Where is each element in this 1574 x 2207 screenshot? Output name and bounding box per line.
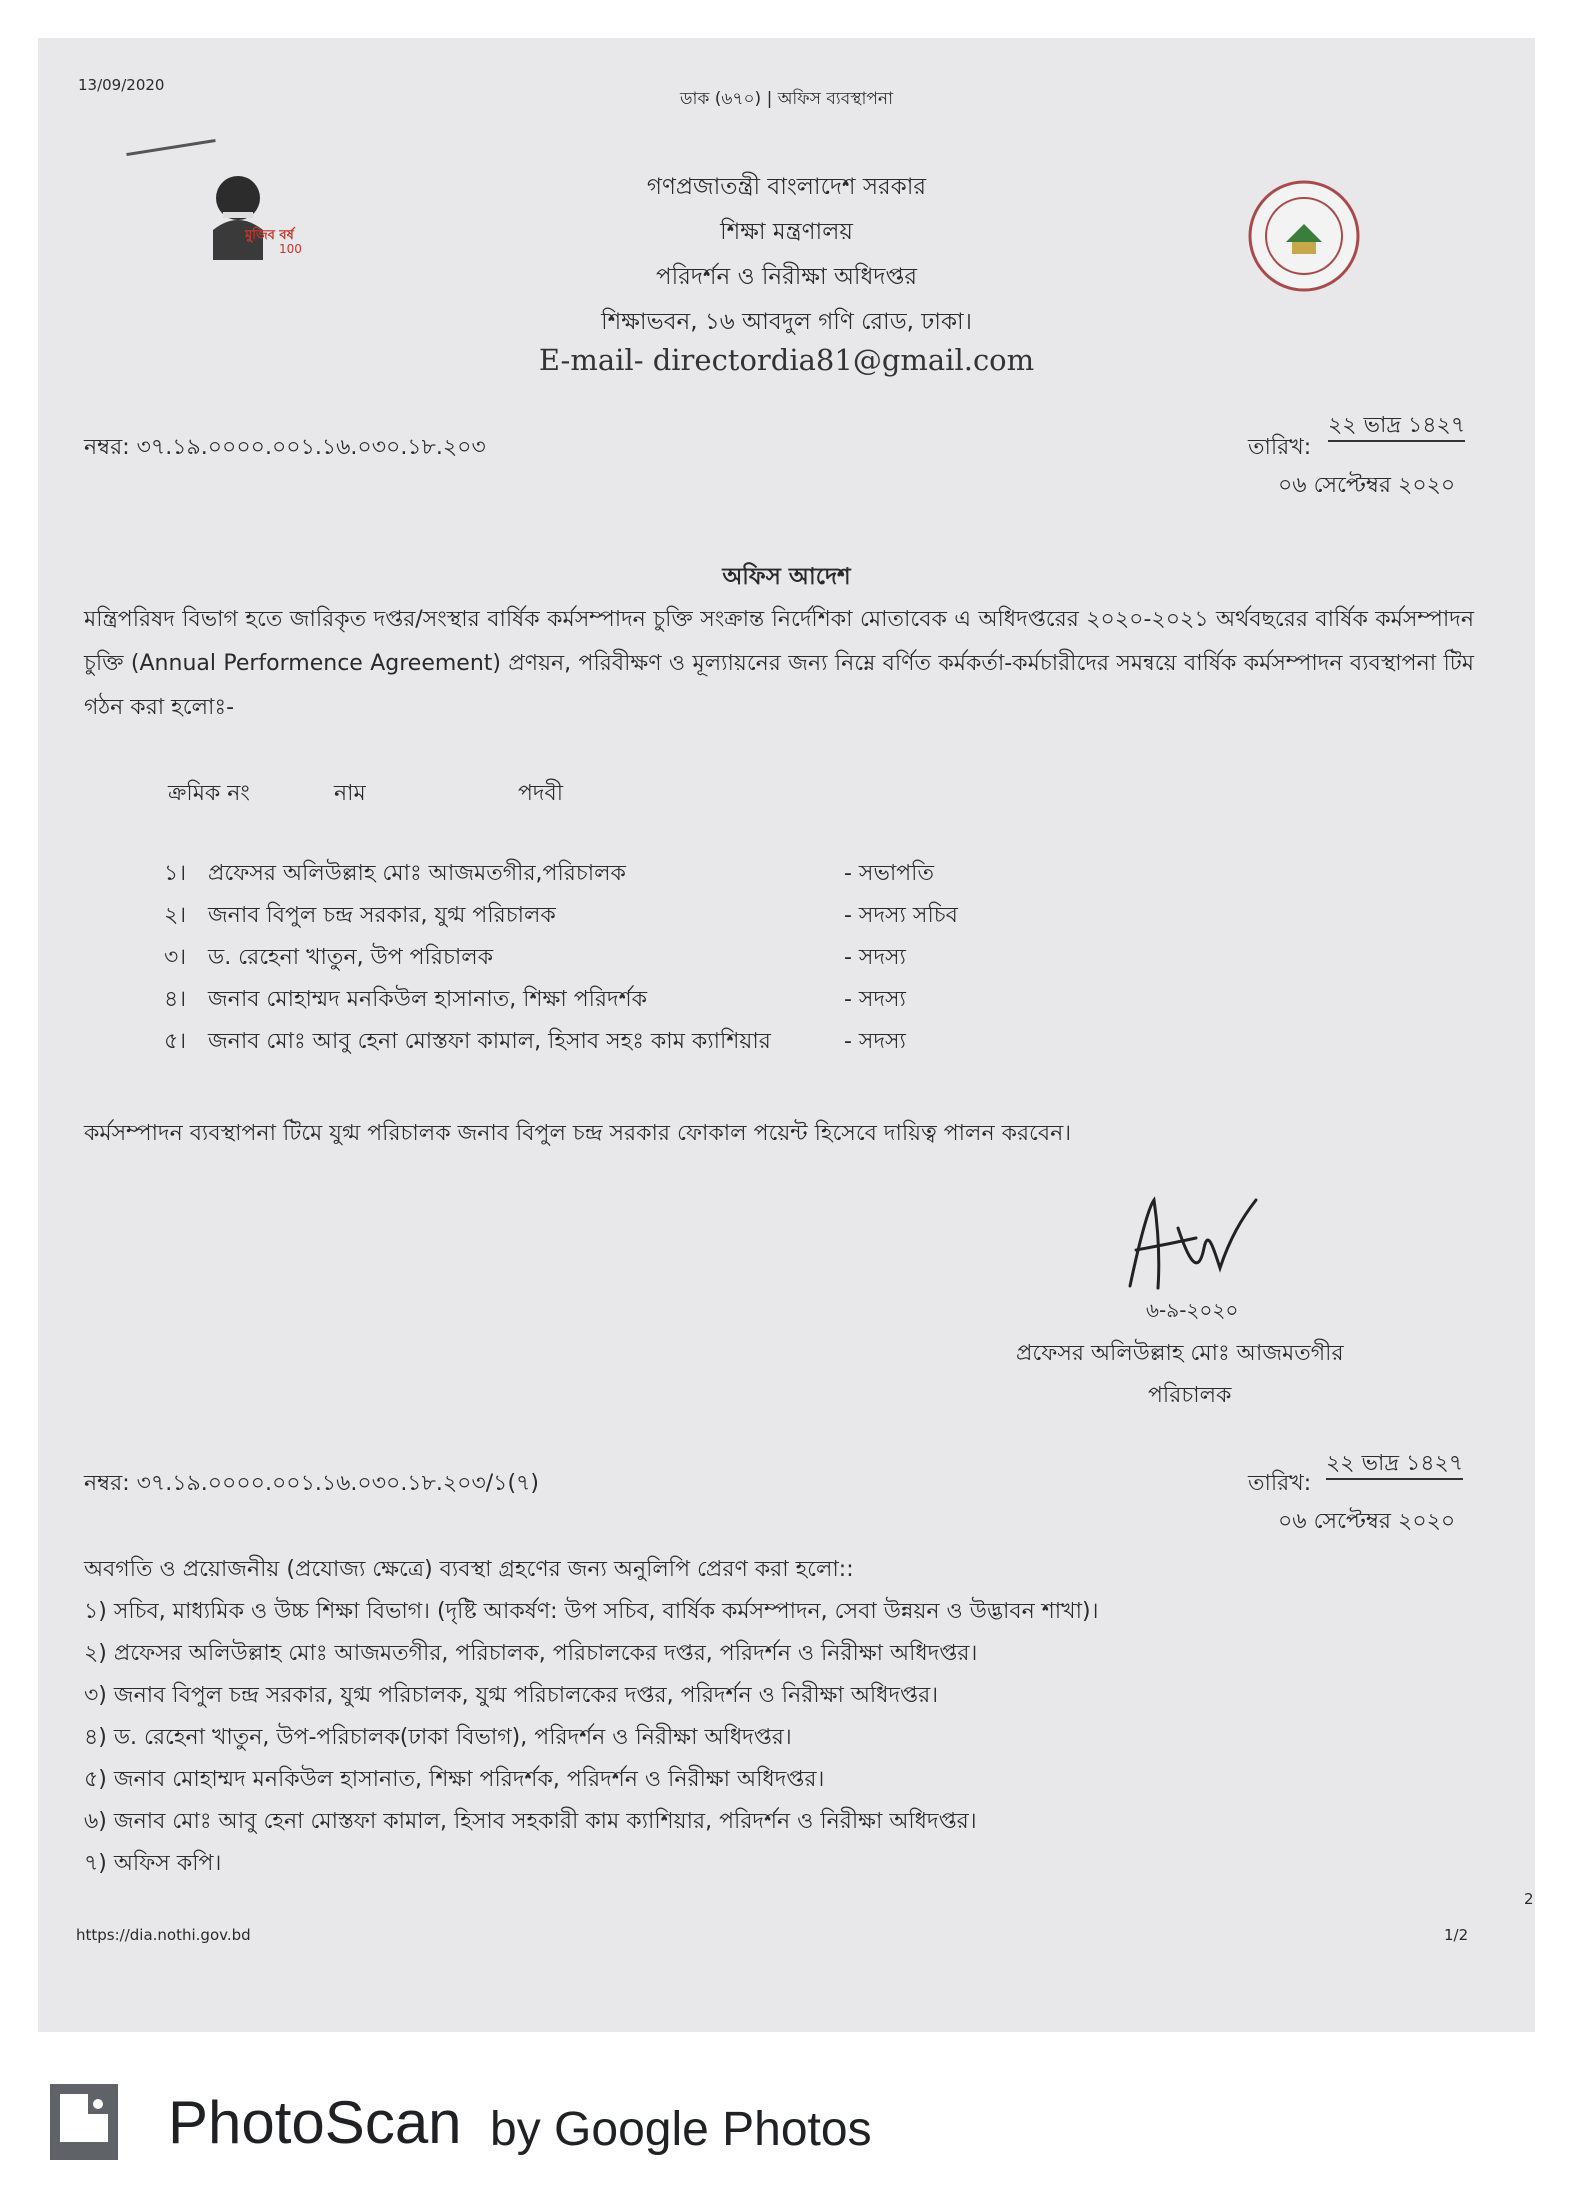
order-paragraph: মন্ত্রিপরিষদ বিভাগ হতে জারিকৃত দপ্তর/সংস্থার বার্ষিক কর্মসম্পাদন চুক্তি সংক্রান্ত নির্দেশিকা মোতাবেক এ অধিদপ্তরের ২০২০-২০২১ অর্থবছরের বার্ষিক কর্মসম্পাদন চুক্তি (Annual Performence Agreement) প্রণয়ন, পরিবীক্ষণ ও মূল্যায়নের জন্য নিম্নে বর্ণিত কর্মকর্তা-কর্মচারীদের সমন্বয়ে বার্ষিক কর্মসম্পাদন ব্যবস্থাপনা টিম গঠন করা হলোঃ- <box>84 607 1474 720</box>
copies-intro: অবগতি ও প্রয়োজনীয় (প্রযোজ্য ক্ষেত্রে) ব্যবস্থা গ্রহণের জন্য অনুলিপি প্রেরণ করা হলো:: <box>84 1557 854 1582</box>
copy-recipient: ৭) অফিস কপি। <box>84 1851 222 1876</box>
member-name: ড. রেহেনা খাতুন, উপ পরিচালক <box>208 945 493 970</box>
date-label-copy: তারিখ: <box>1248 1471 1312 1496</box>
header-line-2: শিক্ষা মন্ত্রণালয় <box>720 219 853 245</box>
ref-number: নম্বর: ৩৭.১৯.০০০০.০০১.১৬.০৩০.১৮.২০৩ <box>84 435 486 460</box>
pen-mark <box>126 139 215 156</box>
member-name: প্রফেসর অলিউল্লাহ মোঃ আজমতগীর,পরিচালক <box>208 861 626 886</box>
header-email: E-mail- directordia81@gmail.com <box>538 343 1035 377</box>
column-serial: ক্রমিক নং <box>168 781 250 806</box>
member-role: - সদস্য <box>844 987 906 1012</box>
signatory-name: প্রফেসর অলিউল্লাহ মোঃ আজমতগীর <box>1016 1341 1344 1366</box>
copy-recipient: ২) প্রফেসর অলিউল্লাহ মোঃ আজমতগীর, পরিচালক, পরিচালকের দপ্তর, পরিদর্শন ও নিরীক্ষা অধিদপ্তর। <box>84 1641 978 1666</box>
focal-point-note: কর্মসম্পাদন ব্যবস্থাপনা টিমে যুগ্ম পরিচালক জনাব বিপুল চন্দ্র সরকার ফোকাল পয়েন্ট হিসেবে দায়িত্ব পালন করবেন। <box>84 1121 1072 1146</box>
logo-left-text: মুজিব বর্ষ <box>245 228 294 243</box>
copy-recipient: ৩) জনাব বিপুল চন্দ্র সরকার, যুগ্ম পরিচালক, যুগ্ম পরিচালকের দপ্তর, পরিদর্শন ও নিরীক্ষা অধিদপ্তর। <box>84 1683 939 1708</box>
member-role: - সভাপতি <box>844 861 934 886</box>
header-line-1: গণপ্রজাতন্ত্রী বাংলাদেশ সরকার <box>646 174 927 200</box>
ref-number-copy: নম্বর: ৩৭.১৯.০০০০.০০১.১৬.০৩০.১৮.২০৩/১(৭) <box>84 1471 539 1496</box>
date-bangla: ২২ ভাদ্র ১৪২৭ <box>1328 408 1465 445</box>
copy-recipient: ৫) জনাব মোহাম্মদ মনকিউল হাসানাত, শিক্ষা পরিদর্শক, পরিদর্শন ও নিরীক্ষা অধিদপ্তর। <box>84 1767 825 1792</box>
copy-recipient: ৬) জনাব মোঃ আবু হেনা মোস্তফা কামাল, হিসাব সহকারী কাম ক্যাশিয়ার, পরিদর্শন ও নিরীক্ষা অধিদপ্তর। <box>84 1809 977 1834</box>
dak-line: ডাক (৬৭০) | অফিস ব্যবস্থাপনা <box>680 89 893 109</box>
signature-icon <box>1118 1188 1268 1298</box>
header-line-4: শিক্ষাভবন, ১৬ আবদুল গণি রোড, ঢাকা। <box>601 309 972 335</box>
app-name: PhotoScan <box>168 2089 462 2156</box>
document-sheet <box>38 38 1535 2032</box>
member-serial: ৩। <box>164 945 187 970</box>
member-role: - সদস্য <box>844 1029 906 1054</box>
signature-date: ৬-৯-২০২০ <box>1146 1298 1239 1322</box>
print-date: 13/09/2020 <box>78 76 165 94</box>
copy-recipient: ৪) ড. রেহেনা খাতুন, উপ-পরিচালক(ঢাকা বিভাগ), পরিদর্শন ও নিরীক্ষা অধিদপ্তর। <box>84 1725 792 1750</box>
date-english-copy: ০৬ সেপ্টেম্বর ২০২০ <box>1278 1509 1456 1534</box>
member-name: জনাব মোঃ আবু হেনা মোস্তফা কামাল, হিসাব সহঃ কাম ক্যাশিয়ার <box>208 1029 771 1054</box>
column-designation: পদবী <box>518 781 564 806</box>
date-label: তারিখ: <box>1248 435 1312 460</box>
date-english: ০৬ সেপ্টেম্বর ২০২০ <box>1278 473 1456 498</box>
footer-page-number: 1/2 <box>1444 1926 1469 1944</box>
member-name: জনাব মোহাম্মদ মনকিউল হাসানাত, শিক্ষা পরিদর্শক <box>208 987 647 1012</box>
member-serial: ৫। <box>164 1029 187 1054</box>
member-name: জনাব বিপুল চন্দ্র সরকার, যুগ্ম পরিচালক <box>208 903 556 928</box>
side-page-mark: 2 <box>1524 1890 1534 1908</box>
copy-recipient: ১) সচিব, মাধ্যমিক ও উচ্চ শিক্ষা বিভাগ। (দৃষ্টি আকর্ষণ: উপ সচিব, বার্ষিক কর্মসম্পাদন, সেবা উন্নয়ন ও উদ্ভাবন শাখা)। <box>84 1599 1099 1624</box>
photoscan-icon <box>48 2082 120 2162</box>
photoscan-footer <box>0 2032 1574 2207</box>
by-google-photos: by Google Photos <box>490 2103 872 2156</box>
member-role: - সদস্য <box>844 945 906 970</box>
signatory-designation: পরিচালক <box>1148 1383 1232 1408</box>
logo-left-number: 100 <box>279 242 302 256</box>
date-bangla-copy: ২২ ভাদ্র ১৪২৭ <box>1326 1446 1463 1483</box>
header-line-3: পরিদর্শন ও নিরীক্ষা অধিদপ্তর <box>656 264 917 290</box>
member-role: - সদস্য সচিব <box>844 903 958 928</box>
footer-url: https://dia.nothi.gov.bd <box>76 1926 251 1944</box>
column-name: নাম <box>334 781 366 806</box>
member-serial: ৪। <box>164 987 187 1012</box>
member-serial: ১। <box>164 861 187 886</box>
member-serial: ২। <box>164 903 187 928</box>
order-title: অফিস আদেশ <box>722 564 851 590</box>
